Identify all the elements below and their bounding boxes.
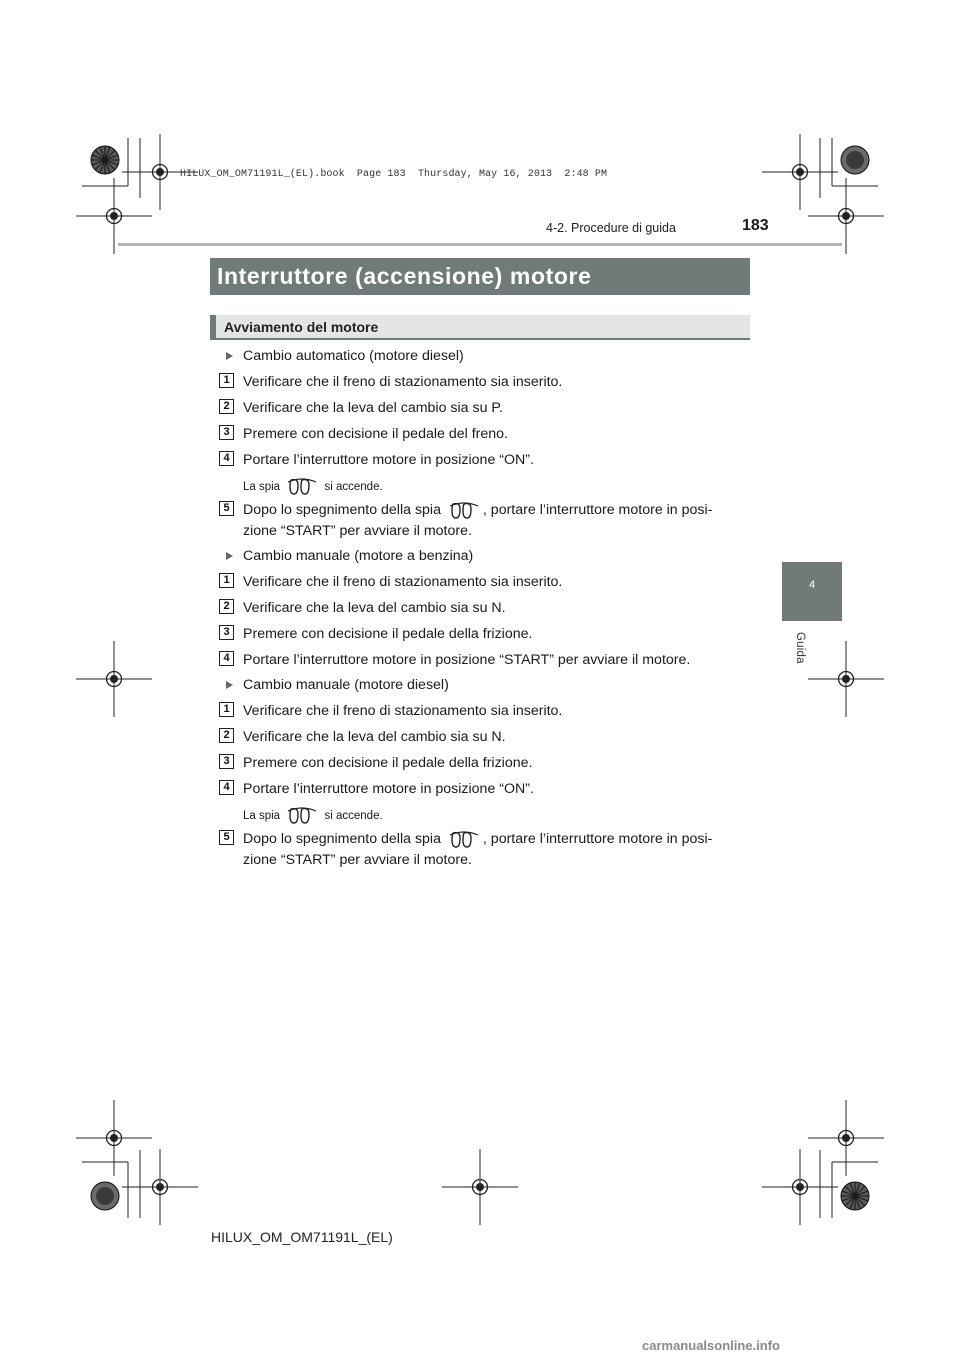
step-text: Verificare che la leva del cambio sia su N. (243, 729, 506, 745)
step-number: 4 (219, 451, 234, 466)
step-number: 4 (219, 780, 234, 795)
step-number: 2 (219, 728, 234, 743)
group-heading: Cambio manuale (motore diesel) (243, 677, 449, 693)
chapter-tab-label: Guida (794, 632, 806, 664)
gray-dot-mark-icon (91, 1182, 119, 1210)
step-text-continued: zione “START” per avviare il motore. (243, 852, 472, 868)
step-number: 1 (219, 573, 234, 588)
step-text: Portare l’interruttore motore in posizione “ON”. (243, 781, 534, 797)
step-text: Verificare che il freno di stazionamento sia inserito. (243, 374, 563, 390)
step-text: Verificare che la leva del cambio sia su N. (243, 600, 506, 616)
step-text: Dopo lo spegnimento della spia , portare l’interruttore motore in posi- (243, 502, 713, 518)
triangle-bullet-icon (226, 352, 233, 360)
step-number: 1 (219, 702, 234, 717)
step-text: Verificare che il freno di stazionamento sia inserito. (243, 703, 563, 719)
crosshair-mark-icon (808, 1100, 884, 1176)
step-number: 4 (219, 651, 234, 666)
file-stamp: HILUX_OM_OM71191L_(EL).book Page 183 Thursday, May 16, 2013 2:48 PM (180, 169, 608, 180)
crosshair-mark-icon (808, 641, 884, 717)
crosshair-mark-icon (442, 1149, 518, 1225)
crosshair-mark-icon (122, 1149, 198, 1225)
step-number: 3 (219, 425, 234, 440)
step-number: 2 (219, 599, 234, 614)
gray-dot-mark-icon (841, 146, 869, 174)
step-text-continued: zione “START” per avviare il motore. (243, 523, 472, 539)
starburst-mark-icon (91, 146, 119, 174)
step-text: Dopo lo spegnimento della spia , portare l’interruttore motore in posi- (243, 831, 713, 847)
glow-plug-indicator-icon (449, 502, 479, 520)
crosshair-mark-icon (762, 134, 838, 210)
watermark: carmanualsonline.info (642, 1338, 780, 1353)
step-text: Premere con decisione il pedale della frizione. (243, 755, 533, 771)
step-text: Verificare che la leva del cambio sia su P. (243, 400, 503, 416)
crosshair-mark-icon (762, 1149, 838, 1225)
step-note: La spia si accende. (243, 807, 383, 825)
step-number: 5 (219, 830, 234, 845)
step-number: 3 (219, 625, 234, 640)
step-number: 2 (219, 399, 234, 414)
header-rule (118, 243, 842, 246)
step-text: Premere con decisione il pedale del freno. (243, 426, 508, 442)
step-text: Portare l’interruttore motore in posizione “START” per avviare il motore. (243, 652, 691, 668)
crosshair-mark-icon (76, 641, 152, 717)
step-text: Premere con decisione il pedale della frizione. (243, 626, 533, 642)
step-number: 3 (219, 754, 234, 769)
triangle-bullet-icon (226, 681, 233, 689)
glow-plug-indicator-icon (449, 831, 479, 849)
starburst-mark-icon (841, 1182, 869, 1210)
section-subtitle: Avviamento del motore (210, 315, 750, 340)
section-label: 4-2. Procedure di guida (546, 221, 676, 235)
document-code-footer: HILUX_OM_OM71191L_(EL) (211, 1229, 393, 1245)
step-text: Verificare che il freno di stazionamento sia inserito. (243, 574, 563, 590)
glow-plug-indicator-icon (287, 807, 317, 825)
glow-plug-indicator-icon (287, 478, 317, 496)
group-heading: Cambio automatico (motore diesel) (243, 348, 464, 364)
step-number: 1 (219, 373, 234, 388)
crosshair-mark-icon (76, 1100, 152, 1176)
step-number: 5 (219, 501, 234, 516)
triangle-bullet-icon (226, 552, 233, 560)
page-title: Interruttore (accensione) motore (210, 258, 750, 295)
step-note: La spia si accende. (243, 478, 383, 496)
page-number: 183 (742, 217, 769, 234)
group-heading: Cambio manuale (motore a benzina) (243, 548, 474, 564)
chapter-tab[interactable]: 4 (782, 562, 842, 621)
step-text: Portare l’interruttore motore in posizione “ON”. (243, 452, 534, 468)
